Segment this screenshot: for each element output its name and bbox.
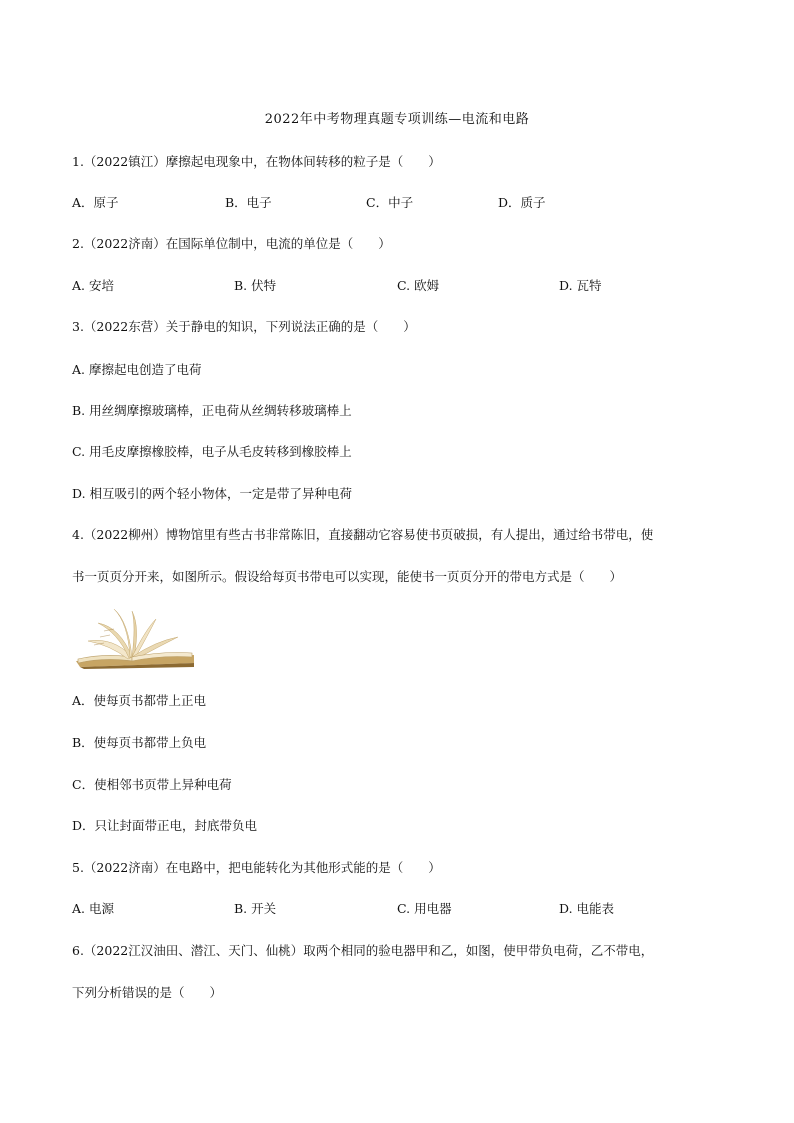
question-5-option-b: B. 开关 (234, 901, 277, 916)
question-3-stem: 3.（2022东营）关于静电的知识，下列说法正确的是（ ） (72, 319, 416, 334)
page-title: 2022年中考物理真题专项训练—电流和电路 (264, 112, 530, 127)
question-4-stem-line-1: 4.（2022柳州）博物馆里有些古书非常陈旧，直接翻动它容易使书页破损，有人提出，通过给书带电，使 (72, 527, 654, 542)
question-4-option-a: A．使每页书都带上正电 (72, 693, 207, 708)
question-3-option-d: D. 相互吸引的两个轻小物体，一定是带了异种电荷 (72, 486, 353, 501)
question-1-options (72, 193, 732, 213)
question-1-option-d: D．质子 (498, 195, 546, 210)
question-3-option-a: A. 摩擦起电创造了电荷 (72, 362, 202, 377)
open-book-image (74, 607, 196, 669)
question-1-stem: 1.（2022镇江）摩擦起电现象中，在物体间转移的粒子是（ ） (72, 154, 441, 169)
question-5-stem: 5.（2022济南）在电路中，把电能转化为其他形式能的是（ ） (72, 860, 441, 875)
question-2-option-c: C. 欧姆 (397, 278, 440, 293)
question-5-option-d: D. 电能表 (559, 901, 615, 916)
question-6-stem-line-2: 下列分析错误的是（ ） (72, 985, 223, 1000)
question-4-option-b: B．使每页书都带上负电 (72, 735, 207, 750)
question-6-stem-line-1: 6.（2022江汉油田、潜江、天门、仙桃）取两个相同的验电器甲和乙，如图，使甲带负电荷，乙不带电， (72, 943, 654, 958)
question-4-stem-line-2: 书一页页分开来，如图所示。假设给每页书带电可以实现，能使书一页页分开的带电方式是（ ） (72, 569, 623, 584)
question-2-stem: 2.（2022济南）在国际单位制中，电流的单位是（ ） (72, 236, 391, 251)
question-1-option-c: C．中子 (366, 195, 414, 210)
question-2-options (72, 276, 732, 296)
question-5-option-a: A. 电源 (72, 901, 114, 916)
question-5-options (72, 899, 732, 919)
question-3-option-c: C. 用毛皮摩擦橡胶棒，电子从毛皮转移到橡胶棒上 (72, 444, 352, 459)
question-1-option-a: A．原子 (72, 195, 119, 210)
question-2-option-a: A. 安培 (72, 278, 114, 293)
question-3-option-b: B. 用丝绸摩擦玻璃棒，正电荷从丝绸转移玻璃棒上 (72, 403, 352, 418)
question-4-option-c: C．使相邻书页带上异种电荷 (72, 777, 232, 792)
question-2-option-b: B. 伏特 (234, 278, 277, 293)
question-4-option-d: D．只让封面带正电，封底带负电 (72, 818, 258, 833)
question-5-option-c: C. 用电器 (397, 901, 452, 916)
question-1-option-b: B．电子 (225, 195, 272, 210)
question-2-option-d: D. 瓦特 (559, 278, 602, 293)
